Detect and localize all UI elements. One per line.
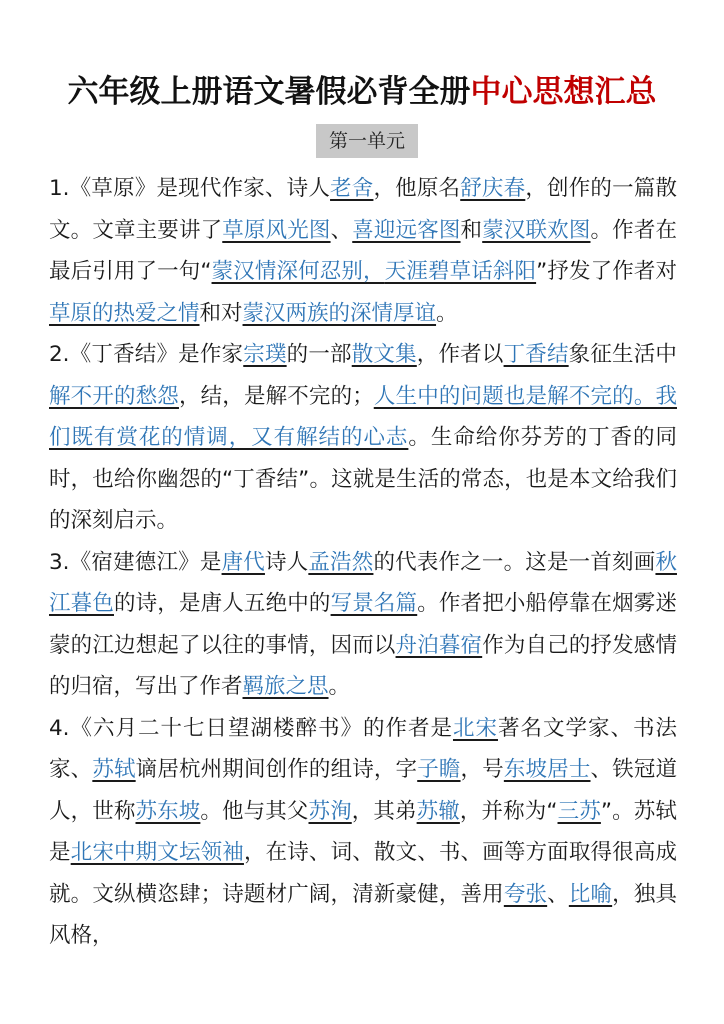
text-segment: ”。苏轼是	[49, 798, 677, 865]
text-segment: ，独具风格，	[49, 881, 677, 948]
title-main: 六年级上册语文暑假必背全册	[67, 74, 471, 110]
highlighted-term: 宗璞	[243, 342, 287, 367]
text-segment: 4.《六月二十七日望湖楼醉书》的作者是	[49, 715, 453, 741]
highlighted-term: 丁香结	[503, 342, 569, 367]
highlighted-term: 蒙汉情深何忍别，	[211, 259, 385, 284]
text-segment: 作为自己的抒发感情的归宿，写出了作者	[49, 632, 677, 699]
highlighted-term: 喜迎远客图	[352, 217, 461, 243]
highlighted-term: 苏洵	[308, 798, 352, 824]
highlighted-term: 北宋中期文坛领袖	[70, 840, 244, 865]
highlighted-term: 蒙汉两族的深情厚谊	[242, 300, 437, 326]
text-segment: 著名文学家、书法家、	[49, 715, 677, 782]
text-segment: 谪居杭州期间创作的组诗，字	[135, 757, 418, 782]
highlighted-term: 比喻	[568, 881, 613, 907]
highlighted-term: 羁旅之思	[242, 674, 329, 699]
highlighted-term: 草原的热爱之情	[49, 300, 200, 326]
paragraph-2	[49, 334, 677, 542]
highlighted-term: 秋江暮色	[49, 549, 677, 616]
text-segment: 。生命给你芬芳的丁香的同时，也给你幽怨的“丁香结”。这就是生活的常态，也是本文给我们的深刻启示。	[49, 425, 677, 533]
highlighted-term: 北宋	[452, 715, 498, 741]
highlighted-term: 天涯碧草话斜阳	[384, 259, 537, 284]
text-segment: 。作者把小船停靠在烟雾迷蒙的江边想起了以往的事情，因而以	[49, 591, 677, 658]
text-segment: ，并称为“	[459, 798, 558, 824]
highlighted-term: 散文集	[351, 342, 417, 367]
text-segment: 。	[328, 674, 351, 699]
highlighted-term: 夸张	[503, 881, 548, 907]
document-body	[49, 168, 677, 957]
highlighted-term: 舒庆春	[460, 176, 526, 201]
text-segment: 2.《丁香结》是作家	[49, 342, 244, 367]
text-segment: ，作者以	[416, 342, 504, 367]
highlighted-term: 三苏	[557, 798, 601, 824]
highlighted-term: 老舍	[330, 176, 374, 201]
unit-label: 第一单元	[316, 124, 418, 158]
text-segment: ，在诗、词、散文、书、画等方面取得很高成就。文纵横恣肆；诗题材广阔，清新豪健，善用	[49, 840, 677, 907]
text-segment: 1.《草原》是现代作家、诗人	[49, 176, 331, 201]
text-segment: 、	[547, 881, 569, 907]
text-segment: 和对	[199, 300, 243, 326]
text-segment: 3.《宿建德江》是	[49, 549, 222, 575]
text-segment: ，结，是解不完的；	[178, 383, 374, 409]
text-segment: ，号	[460, 757, 504, 782]
highlighted-term: 草原风光图	[222, 217, 331, 243]
text-segment: 的一部	[286, 342, 352, 367]
highlighted-term: 蒙汉联欢图	[482, 217, 591, 243]
paragraph-4	[49, 708, 677, 957]
text-segment: ，其弟	[351, 798, 417, 824]
paragraph-3	[49, 542, 677, 708]
highlighted-term: 苏辙	[416, 798, 460, 824]
highlighted-term: 解不开的愁怨	[49, 383, 179, 409]
text-segment: 。	[436, 300, 458, 326]
page-title	[0, 66, 724, 111]
text-segment: 、铁冠道人，世称	[49, 757, 677, 824]
highlighted-term: 唐代	[221, 549, 265, 575]
text-segment: 的代表作之一。这是一首刻画	[373, 549, 656, 575]
highlighted-term: 人生中的问题也是解不完的。我们既有赏花的情调，又有解结的心志	[49, 383, 677, 450]
text-segment: 和	[460, 217, 483, 243]
highlighted-term: 子瞻	[417, 757, 461, 782]
text-segment: ，创作的一篇散文。文章主要讲了	[49, 176, 677, 243]
highlighted-term: 写景名篇	[330, 591, 418, 616]
highlighted-term: 苏东坡	[135, 798, 201, 824]
text-segment: 象征生活中	[568, 342, 677, 367]
highlighted-term: 东坡居士	[503, 757, 591, 782]
paragraph-1	[49, 168, 677, 334]
title-accent: 中心思想汇总	[470, 74, 657, 110]
text-segment: 的诗，是唐人五绝中的	[113, 591, 331, 616]
text-segment: ”抒发了作者对	[536, 259, 677, 284]
highlighted-term: 舟泊暮宿	[395, 632, 483, 658]
text-segment: 、	[330, 217, 353, 243]
text-segment: 诗人	[264, 549, 309, 575]
highlighted-term: 苏轼	[92, 757, 136, 782]
text-segment: 。他与其父	[200, 798, 309, 824]
highlighted-term: 孟浩然	[308, 549, 374, 575]
text-segment: ，他原名	[373, 176, 461, 201]
text-segment: 。作者在最后引用了一句“	[49, 217, 677, 284]
